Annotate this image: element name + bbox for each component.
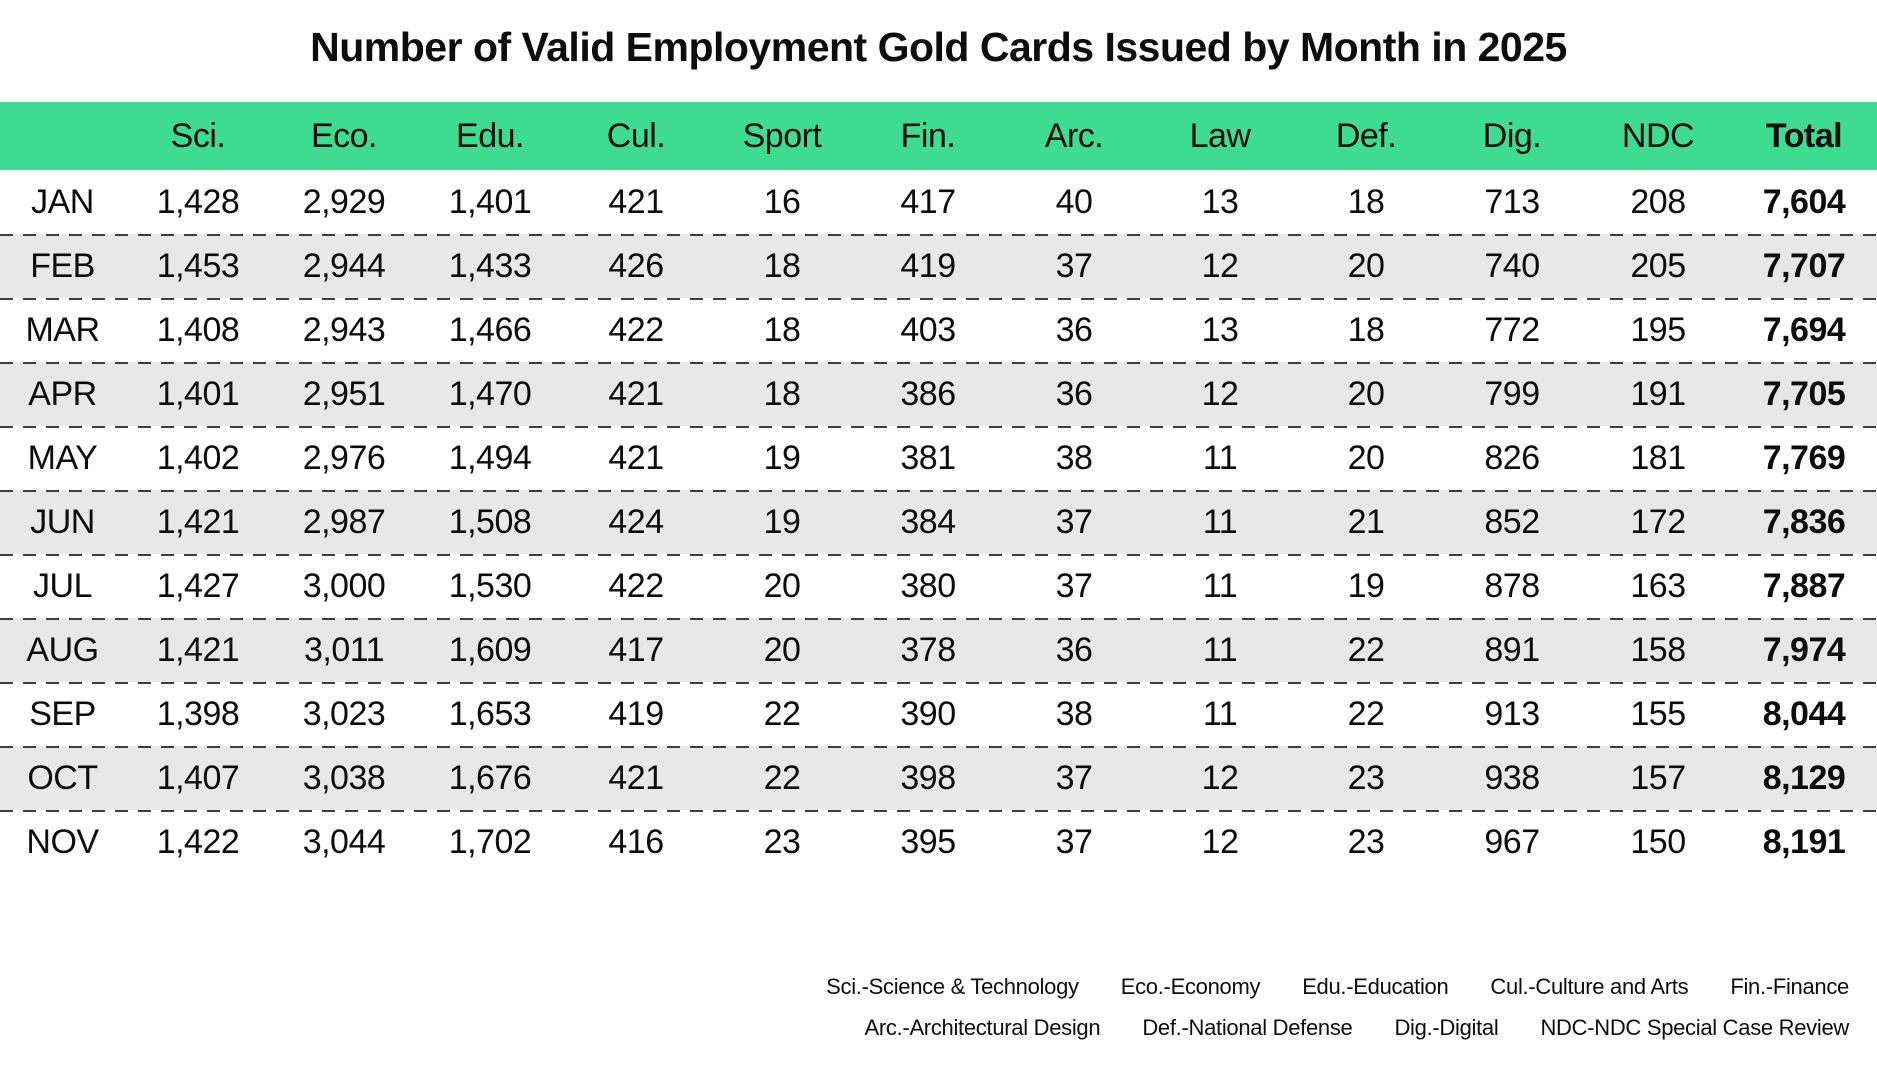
cell-total: 7,836	[1762, 502, 1846, 541]
header-cell-total: Total	[1765, 116, 1843, 155]
cell-value: 1,398	[156, 694, 240, 733]
cell-total: 7,705	[1762, 374, 1846, 413]
cell-value: 18	[763, 310, 801, 349]
cell-total: 7,769	[1762, 438, 1846, 477]
cell-value: 384	[900, 502, 956, 541]
cell-value: 740	[1484, 246, 1540, 285]
cell-value: 417	[608, 630, 664, 669]
cell-total: 8,129	[1762, 758, 1846, 797]
legend-line-1	[826, 974, 1849, 1000]
cell-value: 172	[1630, 502, 1686, 541]
cell-value: 390	[900, 694, 956, 733]
header-cell-edu: Edu.	[456, 116, 524, 155]
cell-value: 155	[1630, 694, 1686, 733]
row-month-label: FEB	[30, 246, 95, 285]
cell-value: 2,976	[302, 438, 386, 477]
cell-value: 1,408	[156, 310, 240, 349]
cell-value: 1,422	[156, 822, 240, 861]
cell-value: 1,508	[448, 502, 532, 541]
header-cell-sci: Sci.	[170, 116, 226, 155]
cell-value: 3,038	[302, 758, 386, 797]
cell-value: 3,011	[303, 630, 385, 669]
cell-value: 11	[1202, 438, 1238, 477]
cell-value: 2,951	[302, 374, 386, 413]
cell-value: 1,402	[156, 438, 240, 477]
cell-value: 157	[1630, 758, 1686, 797]
cell-value: 36	[1055, 310, 1093, 349]
abbreviation-legend	[826, 974, 1849, 1056]
cell-value: 2,943	[302, 310, 386, 349]
legend-item: Eco.-Economy	[1120, 974, 1261, 999]
cell-value: 36	[1055, 374, 1093, 413]
row-month-label: JUN	[30, 502, 95, 541]
cell-total: 7,604	[1762, 182, 1846, 221]
cell-value: 23	[763, 822, 801, 861]
cell-value: 424	[608, 502, 664, 541]
cell-value: 20	[763, 630, 801, 669]
cell-value: 13	[1201, 310, 1239, 349]
cell-value: 1,676	[448, 758, 532, 797]
cell-value: 386	[900, 374, 956, 413]
cell-value: 18	[1347, 310, 1385, 349]
cell-value: 12	[1201, 246, 1239, 285]
cell-value: 18	[1347, 182, 1385, 221]
cell-value: 13	[1201, 182, 1239, 221]
legend-item: Dig.-Digital	[1394, 1015, 1499, 1040]
header-cell-arc: Arc.	[1044, 116, 1104, 155]
cell-value: 419	[900, 246, 956, 285]
table-row	[0, 362, 1877, 426]
cell-value: 22	[763, 694, 801, 733]
header-cell-fin: Fin.	[900, 116, 956, 155]
cell-value: 381	[900, 438, 956, 477]
row-month-label: APR	[28, 374, 97, 413]
cell-value: 416	[608, 822, 664, 861]
cell-value: 3,000	[302, 566, 386, 605]
cell-value: 3,044	[302, 822, 386, 861]
legend-item: Sci.-Science & Technology	[826, 974, 1079, 999]
cell-value: 21	[1347, 502, 1385, 541]
row-month-label: AUG	[26, 630, 99, 669]
row-month-label: SEP	[29, 694, 96, 733]
cell-value: 19	[763, 502, 801, 541]
header-cell-ndc: NDC	[1621, 116, 1695, 155]
cell-value: 403	[900, 310, 956, 349]
cell-value: 852	[1484, 502, 1540, 541]
cell-value: 150	[1630, 822, 1686, 861]
cell-value: 12	[1201, 822, 1239, 861]
cell-value: 37	[1055, 502, 1093, 541]
cell-value: 11	[1202, 566, 1238, 605]
cell-value: 1,428	[156, 182, 240, 221]
cell-value: 1,653	[448, 694, 532, 733]
legend-item: Edu.-Education	[1302, 974, 1449, 999]
cell-value: 891	[1484, 630, 1540, 669]
cell-value: 878	[1484, 566, 1540, 605]
cell-value: 826	[1484, 438, 1540, 477]
cell-value: 799	[1484, 374, 1540, 413]
cell-value: 18	[763, 246, 801, 285]
header-cell-sport: Sport	[742, 116, 822, 155]
row-month-label: OCT	[27, 758, 98, 797]
page-title: Number of Valid Employment Gold Cards Issued by Month in 2025	[310, 24, 1567, 70]
cell-value: 12	[1201, 374, 1239, 413]
cell-total: 7,707	[1762, 246, 1846, 285]
cell-value: 422	[608, 566, 664, 605]
cell-value: 38	[1055, 694, 1093, 733]
cell-value: 19	[763, 438, 801, 477]
cell-value: 938	[1484, 758, 1540, 797]
table-row	[0, 810, 1877, 874]
cell-value: 1,466	[448, 310, 532, 349]
cell-value: 37	[1055, 822, 1093, 861]
cell-value: 419	[608, 694, 664, 733]
cell-total: 7,694	[1762, 310, 1846, 349]
cell-value: 967	[1484, 822, 1540, 861]
cell-value: 1,433	[448, 246, 532, 285]
cell-value: 421	[608, 374, 664, 413]
legend-item: NDC-NDC Special Case Review	[1540, 1015, 1849, 1040]
cell-value: 191	[1630, 374, 1686, 413]
row-month-label: MAY	[27, 438, 98, 477]
row-month-label: MAR	[25, 310, 100, 349]
cell-value: 19	[1347, 566, 1385, 605]
cell-value: 772	[1484, 310, 1540, 349]
cell-value: 1,421	[156, 630, 240, 669]
row-month-label: JUL	[33, 566, 92, 605]
legend-item: Arc.-Architectural Design	[864, 1015, 1101, 1040]
cell-value: 1,407	[156, 758, 240, 797]
cell-value: 1,609	[448, 630, 532, 669]
cell-value: 20	[763, 566, 801, 605]
row-month-label: NOV	[26, 822, 99, 861]
cell-value: 2,987	[302, 502, 386, 541]
cell-value: 422	[608, 310, 664, 349]
cell-value: 1,421	[156, 502, 240, 541]
header-cell-dig: Dig.	[1482, 116, 1542, 155]
cell-value: 1,401	[156, 374, 240, 413]
cell-value: 395	[900, 822, 956, 861]
cell-value: 20	[1347, 374, 1385, 413]
cell-value: 1,401	[448, 182, 532, 221]
cell-value: 22	[1347, 694, 1385, 733]
cell-total: 8,044	[1762, 694, 1846, 733]
cell-value: 11	[1202, 502, 1238, 541]
table-row	[0, 426, 1877, 490]
cell-value: 37	[1055, 246, 1093, 285]
table-row	[0, 234, 1877, 298]
cell-value: 421	[608, 758, 664, 797]
cell-value: 417	[900, 182, 956, 221]
cell-value: 181	[1630, 438, 1686, 477]
cell-value: 20	[1347, 246, 1385, 285]
cell-value: 426	[608, 246, 664, 285]
table-header-row	[0, 102, 1877, 170]
cell-value: 195	[1630, 310, 1686, 349]
legend-item: Fin.-Finance	[1730, 974, 1849, 999]
cell-value: 1,530	[448, 566, 532, 605]
cell-value: 23	[1347, 758, 1385, 797]
cell-value: 37	[1055, 758, 1093, 797]
cell-value: 1,470	[448, 374, 532, 413]
table-row	[0, 618, 1877, 682]
cell-value: 398	[900, 758, 956, 797]
gold-cards-table	[0, 102, 1877, 874]
cell-total: 8,191	[1762, 822, 1846, 861]
cell-value: 18	[763, 374, 801, 413]
cell-value: 23	[1347, 822, 1385, 861]
cell-value: 1,427	[156, 566, 240, 605]
cell-value: 1,453	[156, 246, 240, 285]
cell-value: 22	[1347, 630, 1385, 669]
cell-value: 37	[1055, 566, 1093, 605]
cell-value: 380	[900, 566, 956, 605]
cell-value: 421	[608, 438, 664, 477]
cell-total: 7,887	[1762, 566, 1846, 605]
cell-value: 1,702	[448, 822, 532, 861]
cell-value: 378	[900, 630, 956, 669]
legend-item: Def.-National Defense	[1142, 1015, 1353, 1040]
cell-value: 36	[1055, 630, 1093, 669]
cell-value: 163	[1630, 566, 1686, 605]
table-row	[0, 682, 1877, 746]
cell-value: 22	[763, 758, 801, 797]
cell-value: 158	[1630, 630, 1686, 669]
table-row	[0, 554, 1877, 618]
table-row	[0, 746, 1877, 810]
cell-value: 421	[608, 182, 664, 221]
cell-value: 38	[1055, 438, 1093, 477]
table-row	[0, 298, 1877, 362]
table-row	[0, 170, 1877, 234]
cell-value: 3,023	[302, 694, 386, 733]
header-cell-cul: Cul.	[606, 116, 666, 155]
cell-value: 2,944	[302, 246, 386, 285]
cell-value: 2,929	[302, 182, 386, 221]
cell-value: 208	[1630, 182, 1686, 221]
legend-line-2	[826, 1015, 1849, 1041]
legend-item: Cul.-Culture and Arts	[1490, 974, 1689, 999]
row-month-label: JAN	[31, 182, 94, 221]
header-cell-eco: Eco.	[310, 116, 378, 155]
cell-value: 205	[1630, 246, 1686, 285]
cell-value: 12	[1201, 758, 1239, 797]
cell-value: 20	[1347, 438, 1385, 477]
header-cell-def: Def.	[1335, 116, 1397, 155]
cell-value: 1,494	[448, 438, 532, 477]
header-cell-law: Law	[1189, 116, 1251, 155]
cell-value: 16	[763, 182, 801, 221]
cell-value: 11	[1202, 630, 1238, 669]
data-rows	[0, 170, 1877, 874]
cell-value: 713	[1484, 182, 1540, 221]
cell-total: 7,974	[1762, 630, 1846, 669]
cell-value: 11	[1202, 694, 1238, 733]
cell-value: 40	[1055, 182, 1093, 221]
table-row	[0, 490, 1877, 554]
cell-value: 913	[1484, 694, 1540, 733]
